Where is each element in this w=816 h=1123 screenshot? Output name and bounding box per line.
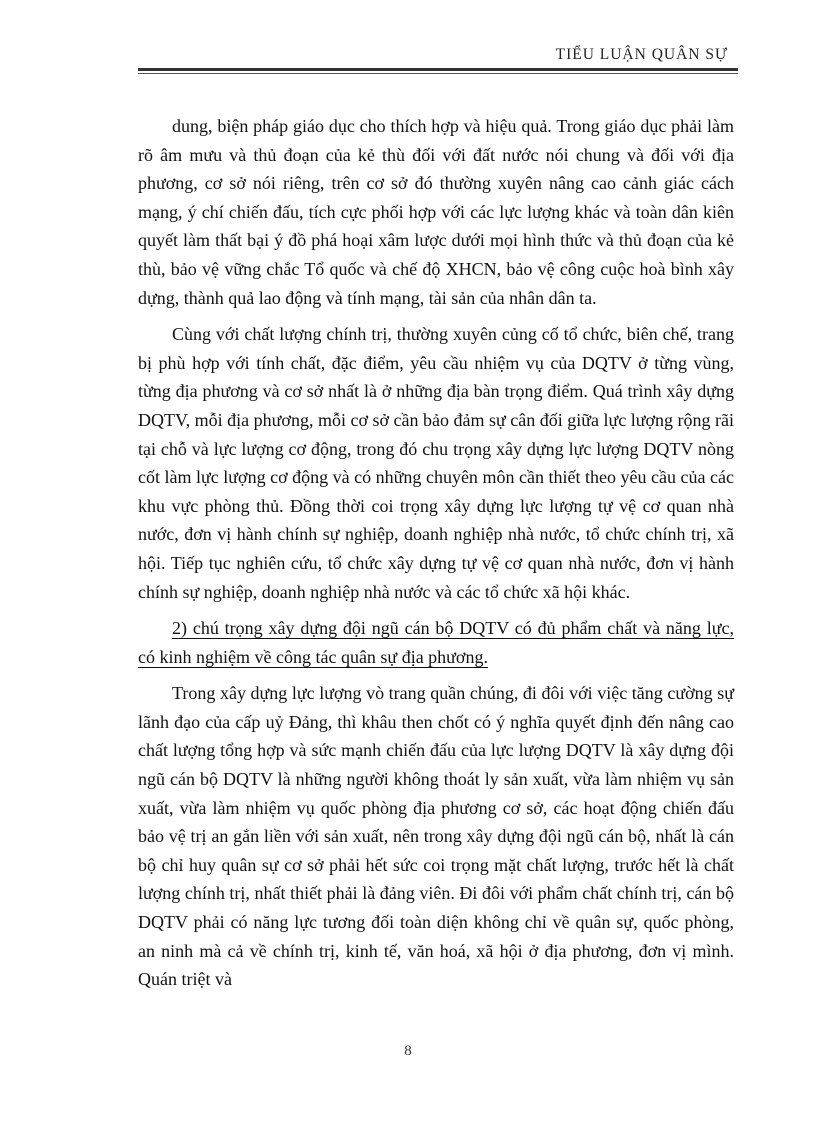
paragraph-3: Trong xây dựng lực lượng vò trang quần chúng, đi đôi với việc tăng cường sự lãnh đạo của cấp uỷ Đảng, thì khâu then chốt có ý nghĩa quyết định đến nâng cao chất lượng tổng hợp và sức mạnh chiến đấu của lực lượng DQTV là xây dựng đội ngũ cán bộ DQTV là những người không thoát ly sản xuất, vừa làm nhiệm vụ sản xuất, vừa làm nhiệm vụ quốc phòng địa phương cơ sở, các hoạt động chiến đấu bảo vệ trị an gắn liền với sản xuất, nên trong xây dựng đội ngũ cán bộ, nhất là cán bộ chỉ huy quân sự cơ sở phải hết sức coi trọng mặt chất lượng, trước hết là chất lượng chính trị, nhất thiết phải là đảng viên. Đi đôi với phẩm chất chính trị, cán bộ DQTV phải có năng lực tương đối toàn diện không chỉ về quân sự, quốc phòng, an ninh mà cả về chính trị, kinh tế, văn hoá, xã hội ở địa phương, đơn vị mình. Quán triệt và	[138, 683, 734, 990]
page-header	[138, 46, 738, 72]
header-title: TIỂU LUẬN QUÂN SỰ	[555, 46, 728, 63]
section-heading: 2) chú trọng xây dựng đội ngũ cán bộ DQTV có đủ phẩm chất và năng lực, có kinh nghiệm về công tác quân sự địa phương.	[138, 618, 734, 667]
paragraph-1: dung, biện pháp giáo dục cho thích hợp và hiệu quả. Trong giáo dục phải làm rõ âm mưu và thủ đoạn của kẻ thù đối với đất nước nói chung và đối với địa phương, cơ sở nói riêng, trên cơ sở đó thường xuyên nâng cao cảnh giác cách mạng, ý chí chiến đấu, tích cực phối hợp với các lực lượng khác và toàn dân kiên quyết làm thất bại ý đồ phá hoại xâm lược dưới mọi hình thức và thủ đoạn của kẻ thù, bảo vệ vững chắc Tổ quốc và chế độ XHCN, bảo vệ công cuộc hoà bình xây dựng, thành quả lao động và tính mạng, tài sản của nhân dân ta.	[138, 116, 734, 308]
page-number: 8	[404, 1043, 412, 1059]
document-body	[138, 112, 734, 1002]
header-rule-thin	[138, 73, 738, 74]
paragraph-2: Cùng với chất lượng chính trị, thường xuyên củng cố tổ chức, biên chế, trang bị phù hợp với tính chất, đặc điểm, yêu cầu nhiệm vụ của DQTV ở từng vùng, từng địa phương và cơ sở nhất là ở những địa bàn trọng điểm. Quá trình xây dựng DQTV, mỗi địa phương, mỗi cơ sở cần bảo đảm sự cân đối giữa lực lượng rộng rãi tại chỗ và lực lượng cơ động, trong đó chu trọng xây dựng lực lượng DQTV nòng cốt làm lực lượng cơ động và có những chuyên môn cần thiết theo yêu cầu của các khu vực phòng thủ. Đồng thời coi trọng xây dựng lực lượng tự vệ cơ quan nhà nước, đơn vị hành chính sự nghiệp, doanh nghiệp nhà nước, tổ chức chính trị, xã hội. Tiếp tục nghiên cứu, tổ chức xây dựng tự vệ cơ quan nhà nước, đơn vị hành chính sự nghiệp, doanh nghiệp nhà nước và các tổ chức xã hội khác.	[138, 324, 734, 602]
header-rule-thick	[138, 68, 738, 71]
